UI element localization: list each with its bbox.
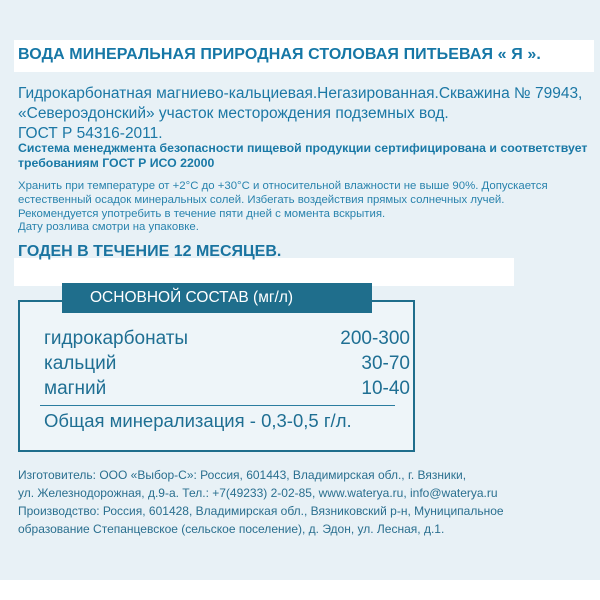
shelf-life-strip — [14, 258, 514, 286]
certification-line: требованиям ГОСТ Р ИСО 22000 — [18, 156, 215, 170]
storage-line: Дату розлива смотри на упаковке. — [18, 221, 199, 233]
manufacturer-line: Производство: Россия, 601428, Владимирская обл., Вязниковский р-н, Муниципальное — [18, 504, 504, 518]
composition-row-value: 10-40 — [361, 378, 410, 399]
storage-line: естественный осадок минеральных солей. Избегать воздействия прямых солнечных лучей. — [18, 194, 505, 206]
product-title: ВОДА МИНЕРАЛЬНАЯ ПРИРОДНАЯ СТОЛОВАЯ ПИТЬЕВАЯ « Я ». — [18, 46, 541, 63]
composition-divider — [40, 405, 395, 406]
storage-line: Хранить при температуре от +2°С до +30°С и относительной влажности не выше 90%. Допускается — [18, 180, 548, 192]
composition-row-name: магний — [44, 378, 107, 399]
manufacturer-line: ул. Железнодорожная, д.9-а. Тел.: +7(49233) 2-02-85, www.waterya.ru, info@waterya.ru — [18, 486, 498, 500]
storage-line: Рекомендуется употребить в течение пяти дней с момента вскрытия. — [18, 208, 386, 220]
composition-row-name: гидрокарбонаты — [44, 328, 189, 349]
manufacturer-line: образование Степанцевское (сельское поселение), д. Эдон, ул. Лесная, д.1. — [18, 522, 445, 536]
certification-line: Система менеджмента безопасности пищевой продукции сертифицирована и соответствует — [18, 141, 588, 155]
description-line: Гидрокарбонатная магниево-кальциевая.Негазированная.Скважина № 79943, — [18, 85, 583, 102]
total-mineralization: Общая минерализация - 0,3-0,5 г/л. — [44, 410, 352, 431]
composition-row-value: 30-70 — [361, 353, 410, 374]
composition-header: ОСНОВНОЙ СОСТАВ (мг/л) — [62, 283, 372, 313]
composition-row-value: 200-300 — [340, 328, 410, 349]
composition-row-name: кальций — [44, 353, 117, 374]
shelf-life: ГОДЕН В ТЕЧЕНИЕ 12 МЕСЯЦЕВ. — [18, 243, 282, 260]
description-line: «Североэдонский» участок месторождения подземных вод. — [18, 105, 449, 122]
manufacturer-line: Изготовитель: ООО «Выбор-С»: Россия, 601443, Владимирская обл., г. Вязники, — [18, 468, 467, 482]
description-line: ГОСТ Р 54316-2011. — [18, 125, 163, 142]
